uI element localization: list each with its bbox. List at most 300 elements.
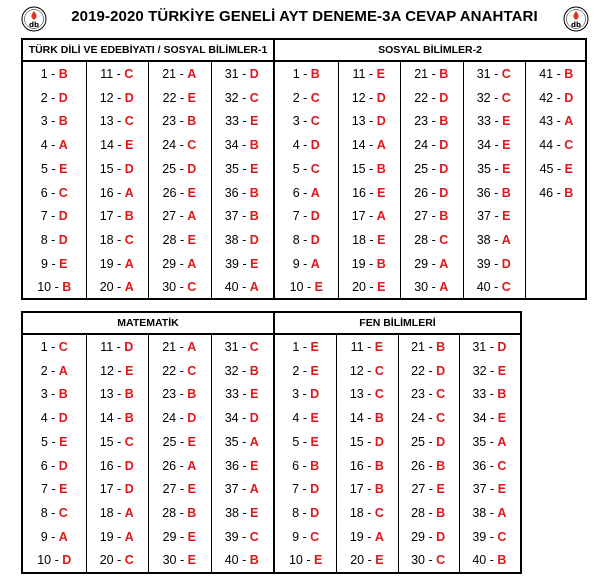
answer-letter: C (187, 138, 197, 153)
question-number: 36 (472, 458, 487, 473)
answer-letter: A (124, 256, 134, 271)
answer-letter: C (124, 67, 134, 81)
answer-item (338, 158, 401, 182)
question-number: 37 (477, 209, 491, 224)
answer-item (400, 276, 463, 300)
answer-letter: D (249, 232, 259, 247)
answer-letter: D (310, 232, 320, 247)
separator: - (428, 232, 440, 247)
separator: - (553, 114, 565, 129)
answer-letter: B (187, 114, 197, 129)
question-number: 30 (162, 553, 177, 568)
answer-item (275, 229, 338, 253)
answer-item (275, 526, 336, 550)
answer-item (86, 455, 149, 479)
answer-letter: A (310, 256, 320, 271)
answer-letter: C (187, 363, 197, 378)
answer-letter: D (310, 505, 320, 520)
question-number: 7 (292, 482, 300, 497)
answer-letter: D (376, 90, 386, 105)
answer-item (459, 549, 520, 573)
answer-letter: E (374, 340, 384, 354)
separator: - (428, 161, 440, 176)
separator: - (490, 256, 502, 271)
answer-letter: E (310, 434, 319, 449)
separator: - (113, 90, 125, 105)
separator: - (302, 553, 314, 568)
answer-letter: C (58, 505, 68, 520)
separator: - (113, 185, 125, 200)
question-number: 6 (292, 185, 300, 200)
answer-item (148, 502, 211, 526)
separator: - (51, 280, 63, 295)
answer-item (148, 87, 211, 111)
separator: - (425, 482, 437, 497)
question-number: 7 (292, 209, 300, 224)
answer-item (23, 478, 86, 502)
answer-letter: A (249, 280, 259, 295)
separator: - (176, 340, 188, 354)
separator: - (47, 232, 59, 247)
separator: - (113, 67, 125, 81)
answer-item (338, 276, 401, 300)
answer-letter: E (564, 161, 573, 176)
separator: - (47, 67, 59, 81)
answer-item (398, 383, 459, 407)
question-number: 18 (352, 232, 366, 247)
answer-letter: E (377, 280, 386, 295)
question-number: 15 (99, 434, 114, 449)
question-number: 2 (292, 363, 300, 378)
separator: - (490, 280, 502, 295)
answer-item (211, 182, 274, 206)
answer-letter: D (124, 458, 134, 473)
separator: - (113, 411, 125, 426)
question-number: 46 (539, 185, 554, 200)
question-number: 38 (472, 505, 487, 520)
answer-item (211, 63, 274, 87)
answer-letter: A (497, 434, 507, 449)
section-divider (273, 40, 275, 298)
separator: - (490, 161, 503, 176)
separator: - (238, 138, 250, 153)
answer-letter: D (564, 90, 574, 105)
question-number: 35 (477, 161, 491, 176)
answer-column (148, 335, 211, 572)
separator: - (490, 67, 502, 81)
answer-letter: B (439, 209, 449, 224)
answer-item (338, 182, 401, 206)
answer-letter: E (59, 161, 68, 176)
question-number: 14 (100, 138, 114, 153)
question-number: 40 (472, 553, 487, 568)
separator: - (238, 185, 250, 200)
answer-letter: D (376, 114, 386, 129)
separator: - (365, 256, 377, 271)
answer-letter: B (439, 67, 449, 81)
answer-letter: C (310, 161, 320, 176)
answer-item (23, 407, 86, 431)
answer-column (336, 335, 397, 572)
answer-letter: B (436, 340, 446, 354)
question-number: 40 (224, 553, 239, 568)
answer-letter: E (250, 256, 259, 271)
answer-item (398, 360, 459, 384)
answer-letter: E (187, 232, 196, 247)
answer-item (275, 158, 338, 182)
answer-item (338, 87, 401, 111)
question-number: 45 (539, 161, 554, 176)
question-number: 27 (162, 209, 177, 224)
separator: - (425, 529, 437, 544)
question-number: 17 (349, 482, 364, 497)
answer-item (398, 431, 459, 455)
answer-item (86, 63, 149, 87)
answer-key-block-bottom (21, 311, 522, 574)
answer-item (23, 276, 86, 300)
answer-column (275, 335, 336, 572)
separator: - (113, 387, 125, 402)
column-divider (400, 62, 401, 299)
answer-item (336, 526, 397, 550)
question-number: 18 (349, 505, 364, 520)
separator: - (176, 434, 188, 449)
question-number: 16 (99, 185, 114, 200)
question-number: 2 (292, 90, 300, 105)
separator: - (113, 529, 125, 544)
answer-column (525, 62, 588, 298)
separator: - (365, 209, 377, 224)
question-number: 17 (99, 209, 114, 224)
answer-letter: D (310, 209, 320, 224)
answer-item (23, 431, 86, 455)
separator: - (299, 138, 311, 153)
separator: - (113, 458, 125, 473)
question-number: 6 (40, 185, 48, 200)
separator: - (486, 363, 498, 378)
separator: - (299, 114, 311, 129)
answer-letter: E (187, 434, 196, 449)
answer-item (400, 134, 463, 158)
answer-item (148, 158, 211, 182)
separator: - (486, 434, 498, 449)
answer-column (398, 335, 459, 572)
answer-letter: C (124, 114, 134, 129)
answer-letter: B (376, 161, 386, 176)
question-number: 10 (37, 553, 52, 568)
answer-letter: E (502, 114, 511, 129)
answer-letter: B (310, 67, 320, 81)
answer-item (211, 383, 274, 407)
answer-letter: E (187, 553, 196, 568)
answer-letter: A (58, 363, 68, 378)
answer-item (148, 455, 211, 479)
answer-letter: C (436, 387, 446, 402)
separator: - (365, 114, 377, 129)
answer-letter: B (374, 411, 384, 426)
answer-item (23, 502, 86, 526)
question-number: 23 (162, 114, 177, 129)
question-number: 5 (41, 434, 48, 449)
answer-section (23, 40, 273, 298)
answer-item (525, 158, 588, 182)
question-number: 32 (224, 90, 239, 105)
answer-letter: D (310, 482, 320, 497)
separator: - (428, 209, 440, 224)
answer-item (336, 502, 397, 526)
question-number: 17 (351, 209, 366, 224)
answer-item (275, 383, 336, 407)
question-number: 13 (349, 387, 364, 402)
answer-item (148, 549, 211, 573)
answer-item (336, 336, 397, 360)
question-number: 27 (414, 209, 429, 224)
question-number: 29 (414, 256, 429, 271)
question-number: 11 (352, 67, 366, 81)
question-number: 20 (99, 553, 114, 568)
question-number: 33 (472, 387, 487, 402)
answer-item (463, 276, 526, 300)
answer-letter: D (249, 411, 259, 426)
answer-letter: E (187, 529, 196, 544)
answer-letter: E (250, 161, 259, 176)
question-number: 9 (292, 529, 300, 544)
answer-item (459, 383, 520, 407)
answer-item (211, 158, 274, 182)
separator: - (553, 90, 565, 105)
separator: - (238, 209, 250, 224)
separator: - (486, 482, 498, 497)
answer-item (86, 158, 149, 182)
question-number: 17 (99, 482, 114, 497)
answer-item (525, 63, 588, 87)
separator: - (113, 209, 125, 224)
answer-letter: B (501, 185, 511, 200)
answer-item (148, 478, 211, 502)
answer-letter: E (310, 363, 319, 378)
separator: - (113, 482, 125, 497)
answer-letter: E (59, 482, 68, 497)
question-number: 8 (40, 232, 48, 247)
answer-item (525, 110, 588, 134)
answer-item (338, 110, 401, 134)
separator: - (553, 138, 565, 153)
separator: - (238, 458, 251, 473)
answer-item (86, 383, 149, 407)
separator: - (176, 280, 188, 295)
answer-letter: D (124, 161, 134, 176)
answer-letter: E (376, 67, 385, 81)
separator: - (48, 256, 60, 271)
separator: - (176, 114, 188, 129)
separator: - (176, 363, 188, 378)
answer-item (459, 336, 520, 360)
question-number: 22 (162, 90, 177, 105)
answer-letter: B (124, 411, 134, 426)
question-number: 2 (40, 90, 48, 105)
answer-letter: A (564, 114, 574, 129)
separator: - (425, 411, 437, 426)
question-number: 21 (162, 340, 177, 354)
answer-letter: A (249, 482, 259, 497)
question-number: 39 (472, 529, 487, 544)
answer-item (23, 336, 86, 360)
answer-letter: D (58, 90, 68, 105)
answer-letter: E (497, 411, 507, 426)
answer-letter: D (310, 387, 320, 402)
answer-item (463, 158, 526, 182)
separator: - (299, 529, 311, 544)
answer-letter: C (501, 280, 511, 295)
question-number: 39 (224, 529, 239, 544)
separator: - (176, 161, 188, 176)
answer-letter: A (376, 138, 386, 153)
separator: - (299, 256, 311, 271)
answer-item (398, 336, 459, 360)
separator: - (428, 185, 440, 200)
question-number: 33 (225, 114, 239, 129)
separator: - (299, 90, 311, 105)
column-divider (86, 62, 87, 299)
answer-item (338, 205, 401, 229)
answer-letter: E (187, 482, 196, 497)
answer-item (398, 478, 459, 502)
answer-item (23, 229, 86, 253)
separator: - (176, 90, 188, 105)
column-divider (148, 62, 149, 299)
separator: - (113, 280, 125, 295)
answer-item (211, 407, 274, 431)
answer-column (23, 62, 86, 298)
answer-letter: C (374, 387, 384, 402)
separator: - (299, 209, 311, 224)
column-divider (459, 335, 460, 572)
question-number: 11 (100, 340, 114, 354)
answer-item (211, 455, 274, 479)
answer-letter: E (187, 90, 196, 105)
answer-item (23, 360, 86, 384)
answer-column (86, 62, 149, 298)
answer-letter: B (62, 280, 72, 295)
question-number: 29 (162, 529, 177, 544)
separator: - (176, 529, 188, 544)
answer-letter: C (497, 529, 507, 544)
separator: - (47, 387, 59, 402)
question-number: 28 (162, 505, 177, 520)
separator: - (363, 363, 375, 378)
separator: - (113, 505, 125, 520)
question-number: 24 (162, 138, 177, 153)
answer-letter: E (59, 434, 68, 449)
answer-item (400, 182, 463, 206)
answer-item (211, 87, 274, 111)
answer-letter: E (497, 363, 507, 378)
question-number: 7 (41, 482, 48, 497)
question-number: 29 (162, 256, 177, 271)
answer-item (148, 526, 211, 550)
answer-letter: C (310, 90, 320, 105)
answer-letter: B (187, 505, 197, 520)
answer-item (148, 407, 211, 431)
answer-item (525, 182, 588, 206)
column-divider (338, 62, 339, 299)
answer-letter: D (501, 256, 511, 271)
answer-item (275, 336, 336, 360)
question-number: 13 (351, 114, 366, 129)
answer-item (463, 110, 526, 134)
answer-item (148, 253, 211, 277)
answer-section (275, 313, 520, 572)
answer-letter: A (374, 529, 384, 544)
answer-letter: D (439, 185, 449, 200)
answer-item (338, 63, 401, 87)
separator: - (238, 161, 251, 176)
question-number: 22 (411, 363, 425, 378)
answer-letter: D (124, 340, 134, 354)
answer-letter: A (497, 505, 507, 520)
answer-letter: B (436, 458, 446, 473)
separator: - (299, 363, 311, 378)
answer-letter: D (374, 434, 384, 449)
section-body (23, 335, 273, 572)
answer-letter: C (439, 232, 449, 247)
answer-item (23, 63, 86, 87)
question-number: 9 (40, 529, 48, 544)
question-number: 33 (225, 387, 239, 402)
answer-letter: D (124, 482, 134, 497)
section-divider (273, 313, 275, 572)
answer-item (86, 229, 149, 253)
answer-letter: E (377, 232, 386, 247)
separator: - (486, 505, 498, 520)
answer-letter: E (377, 185, 386, 200)
answer-letter: B (374, 458, 384, 473)
separator: - (47, 209, 59, 224)
separator: - (238, 529, 250, 544)
answer-item (211, 431, 274, 455)
answer-letter: E (250, 458, 259, 473)
separator: - (238, 553, 250, 568)
question-number: 5 (292, 434, 300, 449)
question-number: 15 (99, 161, 114, 176)
section-header: TÜRK DİLİ VE EDEBİYATI / SOSYAL BİLİMLER-1 (23, 40, 273, 62)
separator: - (176, 232, 188, 247)
question-number: 31 (472, 340, 487, 354)
separator: - (238, 232, 250, 247)
answer-item (211, 360, 274, 384)
answer-item (275, 87, 338, 111)
answer-item (400, 253, 463, 277)
question-number: 5 (292, 161, 300, 176)
question-number: 29 (411, 529, 425, 544)
answer-item (148, 276, 211, 300)
answer-letter: C (249, 340, 259, 354)
separator: - (238, 256, 251, 271)
separator: - (113, 434, 125, 449)
question-number: 8 (292, 505, 300, 520)
answer-item (86, 549, 149, 573)
separator: - (303, 280, 315, 295)
question-number: 1 (292, 340, 300, 354)
answer-item (86, 134, 149, 158)
answer-letter: C (124, 434, 134, 449)
question-number: 3 (292, 387, 300, 402)
separator: - (486, 340, 498, 354)
answer-letter: B (124, 209, 134, 224)
answer-item (86, 502, 149, 526)
separator: - (553, 161, 565, 176)
answer-item (23, 253, 86, 277)
